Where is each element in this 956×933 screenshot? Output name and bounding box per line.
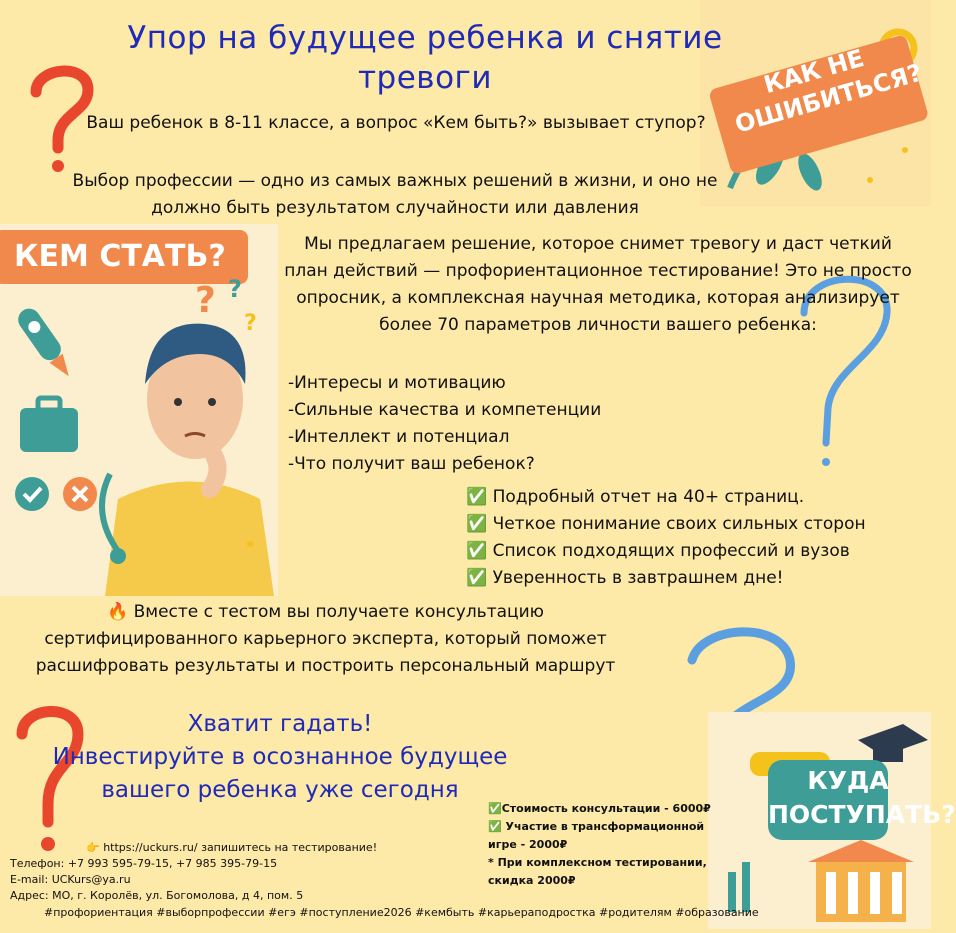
call-to-action bbox=[10, 708, 550, 807]
intro-question: Ваш ребенок в 8-11 классе, а вопрос «Кем быть?» вызывает ступор? bbox=[86, 113, 706, 133]
benefits-item: ✅ Подробный отчет на 40+ страниц. bbox=[466, 487, 805, 507]
contact-email: E-mail: UCKurs@ya.ru bbox=[10, 873, 131, 886]
svg-text:?: ? bbox=[228, 275, 242, 303]
params-item: -Сильные качества и компетенции bbox=[288, 400, 602, 420]
offer-text: Мы предлагаем решение, которое снимет тревогу и даст четкий план действий — профориентационное тестирование! Это не просто опросник, а комплексная научная методика, которая анализирует более 70 параметров личности вашего ребенка: bbox=[284, 234, 912, 335]
benefits-item: ✅ Уверенность в завтрашнем дне! bbox=[466, 568, 784, 588]
benefits-item: ✅ Список подходящих профессий и вузов bbox=[466, 541, 850, 561]
cta-line: Инвестируйте в осознанное будущее bbox=[52, 744, 508, 770]
page-title: Упор на будущее ребенка и снятие тревоги bbox=[127, 20, 723, 96]
consult-text: 🔥 Вместе с тестом вы получаете консультацию сертифицированного карьерного эксперта, который поможет расшифровать результаты и построить персональный маршрут bbox=[35, 602, 616, 676]
who-to-become-badge: КЕМ СТАТЬ? bbox=[14, 239, 226, 274]
hashtags: #профориентация #выборпрофессии #егэ #поступление2026 #кембыть #карьераподростка #родителям #образование bbox=[44, 906, 759, 919]
params-item: -Что получит ваш ребенок? bbox=[288, 454, 535, 474]
cta-line: вашего ребенка уже сегодня bbox=[101, 777, 459, 803]
where-to-enroll-badge: КУДА ПОСТУПАТЬ? bbox=[768, 766, 956, 829]
price-item: ✅ Участие в трансформационной игре - 2000₽ bbox=[488, 820, 705, 851]
contact-phone: Телефон: +7 993 595-79-15, +7 985 395-79-15 bbox=[10, 857, 278, 870]
intro-statement: Выбор профессии — одно из самых важных решений в жизни, и оно не должно быть результатом случайности или давления bbox=[72, 171, 718, 218]
benefits-list bbox=[466, 484, 926, 592]
benefits-item: ✅ Четкое понимание своих сильных сторон bbox=[466, 514, 866, 534]
params-list bbox=[288, 370, 708, 478]
svg-text:?: ? bbox=[195, 280, 216, 321]
params-item: -Интересы и мотивацию bbox=[288, 373, 506, 393]
svg-text:?: ? bbox=[244, 311, 257, 336]
price-item: ✅Стоимость консультации - 6000₽ bbox=[488, 802, 711, 815]
price-list bbox=[488, 800, 713, 890]
contact-site: 👉 https://uckurs.ru/ запишитесь на тестирование! bbox=[86, 841, 378, 854]
price-item: * При комплексном тестировании, скидка 2000₽ bbox=[488, 856, 707, 887]
where-to-enroll-image bbox=[708, 712, 956, 929]
cta-line: Хватит гадать! bbox=[187, 711, 373, 737]
how-not-to-fail-badge: КАК НЕ ОШИБИТЬСЯ? bbox=[731, 43, 926, 139]
who-to-become-image bbox=[0, 224, 278, 596]
contact-address: Адрес: МО, г. Королёв, ул. Богомолова, д 4, пом. 5 bbox=[10, 889, 304, 902]
params-item: -Интеллект и потенциал bbox=[288, 427, 510, 447]
